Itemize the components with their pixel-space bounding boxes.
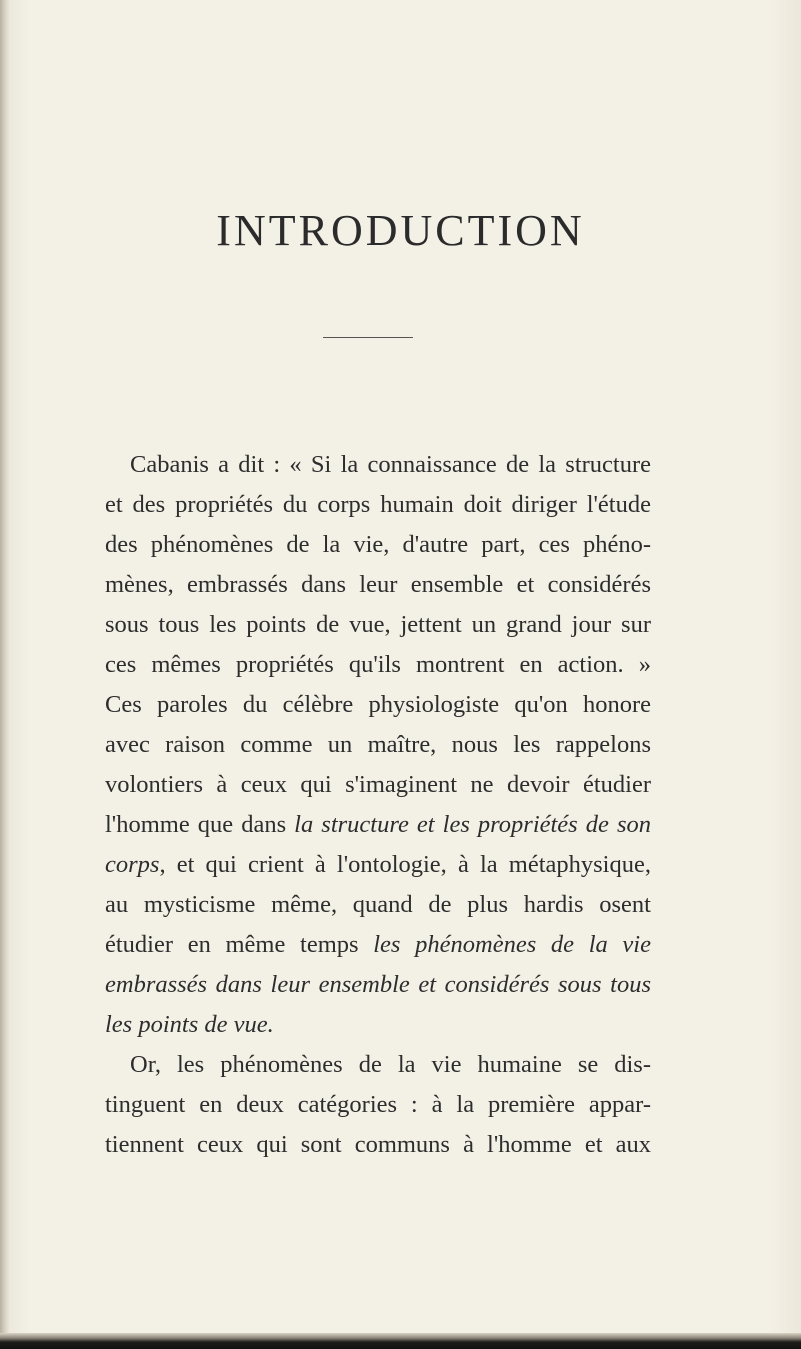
text-line: Cabanis a dit : « Si la connaissance de la structure [130, 451, 651, 478]
text-line: ces mêmes propriétés qu'ils montrent en action. » [105, 651, 651, 678]
body-text [105, 445, 651, 1165]
text-line: corps, et qui crient à l'ontologie, à la métaphysique, [105, 851, 651, 878]
text-line: volontiers à ceux qui s'imaginent ne devoir étudier [105, 771, 651, 798]
text-line: et des propriétés du corps humain doit diriger l'étude [105, 491, 651, 518]
italic-text: la structure et les propriétés de son [294, 811, 651, 838]
text-line: tiennent ceux qui sont communs à l'homme et aux [105, 1131, 651, 1158]
text-line: étudier en même temps les phénomènes de la vie [105, 931, 651, 958]
italic-text: embrassés dans leur ensemble et considérés sous tous [105, 971, 651, 998]
title-rule [323, 337, 413, 338]
text-line: sous tous les points de vue, jettent un grand jour sur [105, 611, 651, 638]
text-line [105, 1005, 651, 1045]
text-line: avec raison comme un maître, nous les rappelons [105, 731, 651, 758]
text-line: des phénomènes de la vie, d'autre part, ces phéno- [105, 531, 651, 558]
paragraph-2 [105, 1045, 651, 1165]
text-line [105, 965, 651, 1005]
text-line: au mysticisme même, quand de plus hardis osent [105, 891, 651, 918]
text-line: tinguent en deux catégories : à la première appar- [105, 1091, 651, 1118]
italic-text: les points de vue. [105, 1011, 274, 1038]
italic-text: corps [105, 851, 160, 878]
text-line: mènes, embrassés dans leur ensemble et considérés [105, 571, 651, 598]
text-line: l'homme que dans la structure et les propriétés de son [105, 811, 651, 838]
text-line: Or, les phénomènes de la vie humaine se dis- [130, 1051, 651, 1078]
page-binding-edge [0, 0, 9, 1349]
text-line: Ces paroles du célèbre physiologiste qu'on honore [105, 691, 651, 718]
italic-text: les phénomènes de la vie [373, 931, 651, 958]
page-bottom-edge [0, 1333, 801, 1349]
chapter-heading: INTRODUCTION [216, 206, 585, 255]
paragraph-1 [105, 445, 651, 1045]
